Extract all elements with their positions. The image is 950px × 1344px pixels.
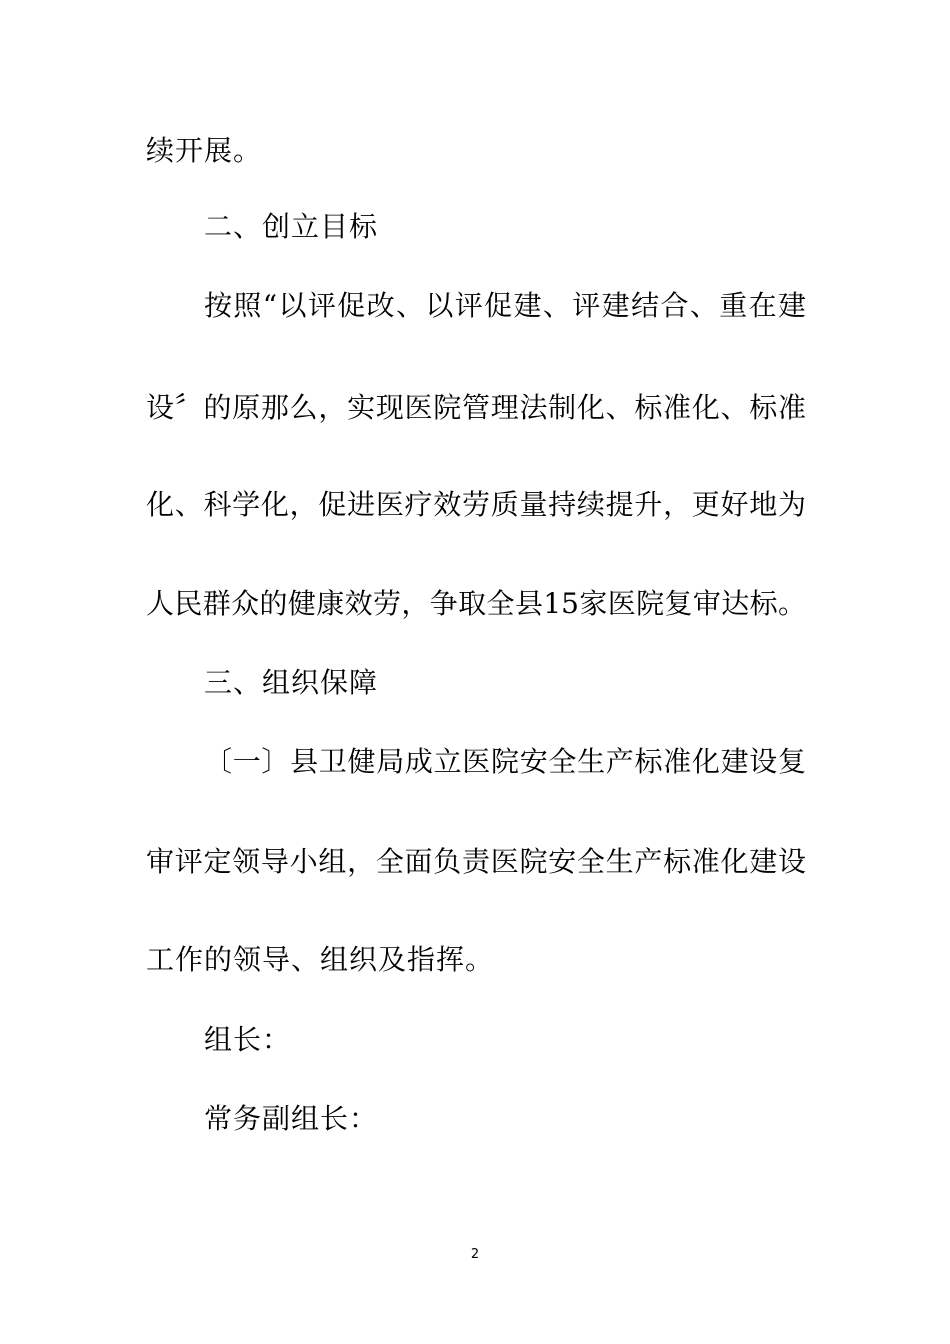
organization-paragraph-line-3: 工作的领导、组织及指挥。 [146, 943, 495, 976]
section-heading-organization: 三、组织保障 [204, 666, 379, 699]
paragraph-continuation-line: 续开展。 [146, 134, 263, 167]
group-leader-label: 组长： [204, 1023, 292, 1056]
goal-paragraph-line-4: 人民群众的健康效劳，争取全县15家医院复审达标。 [146, 587, 806, 620]
goal-paragraph-line-1: 按照“以评促改、以评促建、评建结合、重在建 [204, 289, 806, 322]
goal-paragraph-line-2: 设〞的原那么，实现医院管理法制化、标准化、标准 [146, 391, 806, 424]
goal-paragraph-line-3: 化、科学化，促进医疗效劳质量持续提升，更好地为 [146, 488, 806, 521]
page-number: 2 [470, 1247, 480, 1262]
organization-paragraph-line-2: 审评定领导小组，全面负责医院安全生产标准化建设 [146, 845, 806, 878]
organization-paragraph-line-1: 〔一〕县卫健局成立医院安全生产标准化建设复 [204, 745, 806, 778]
section-heading-goals: 二、创立目标 [204, 210, 379, 243]
deputy-group-leader-label: 常务副组长： [204, 1102, 379, 1135]
